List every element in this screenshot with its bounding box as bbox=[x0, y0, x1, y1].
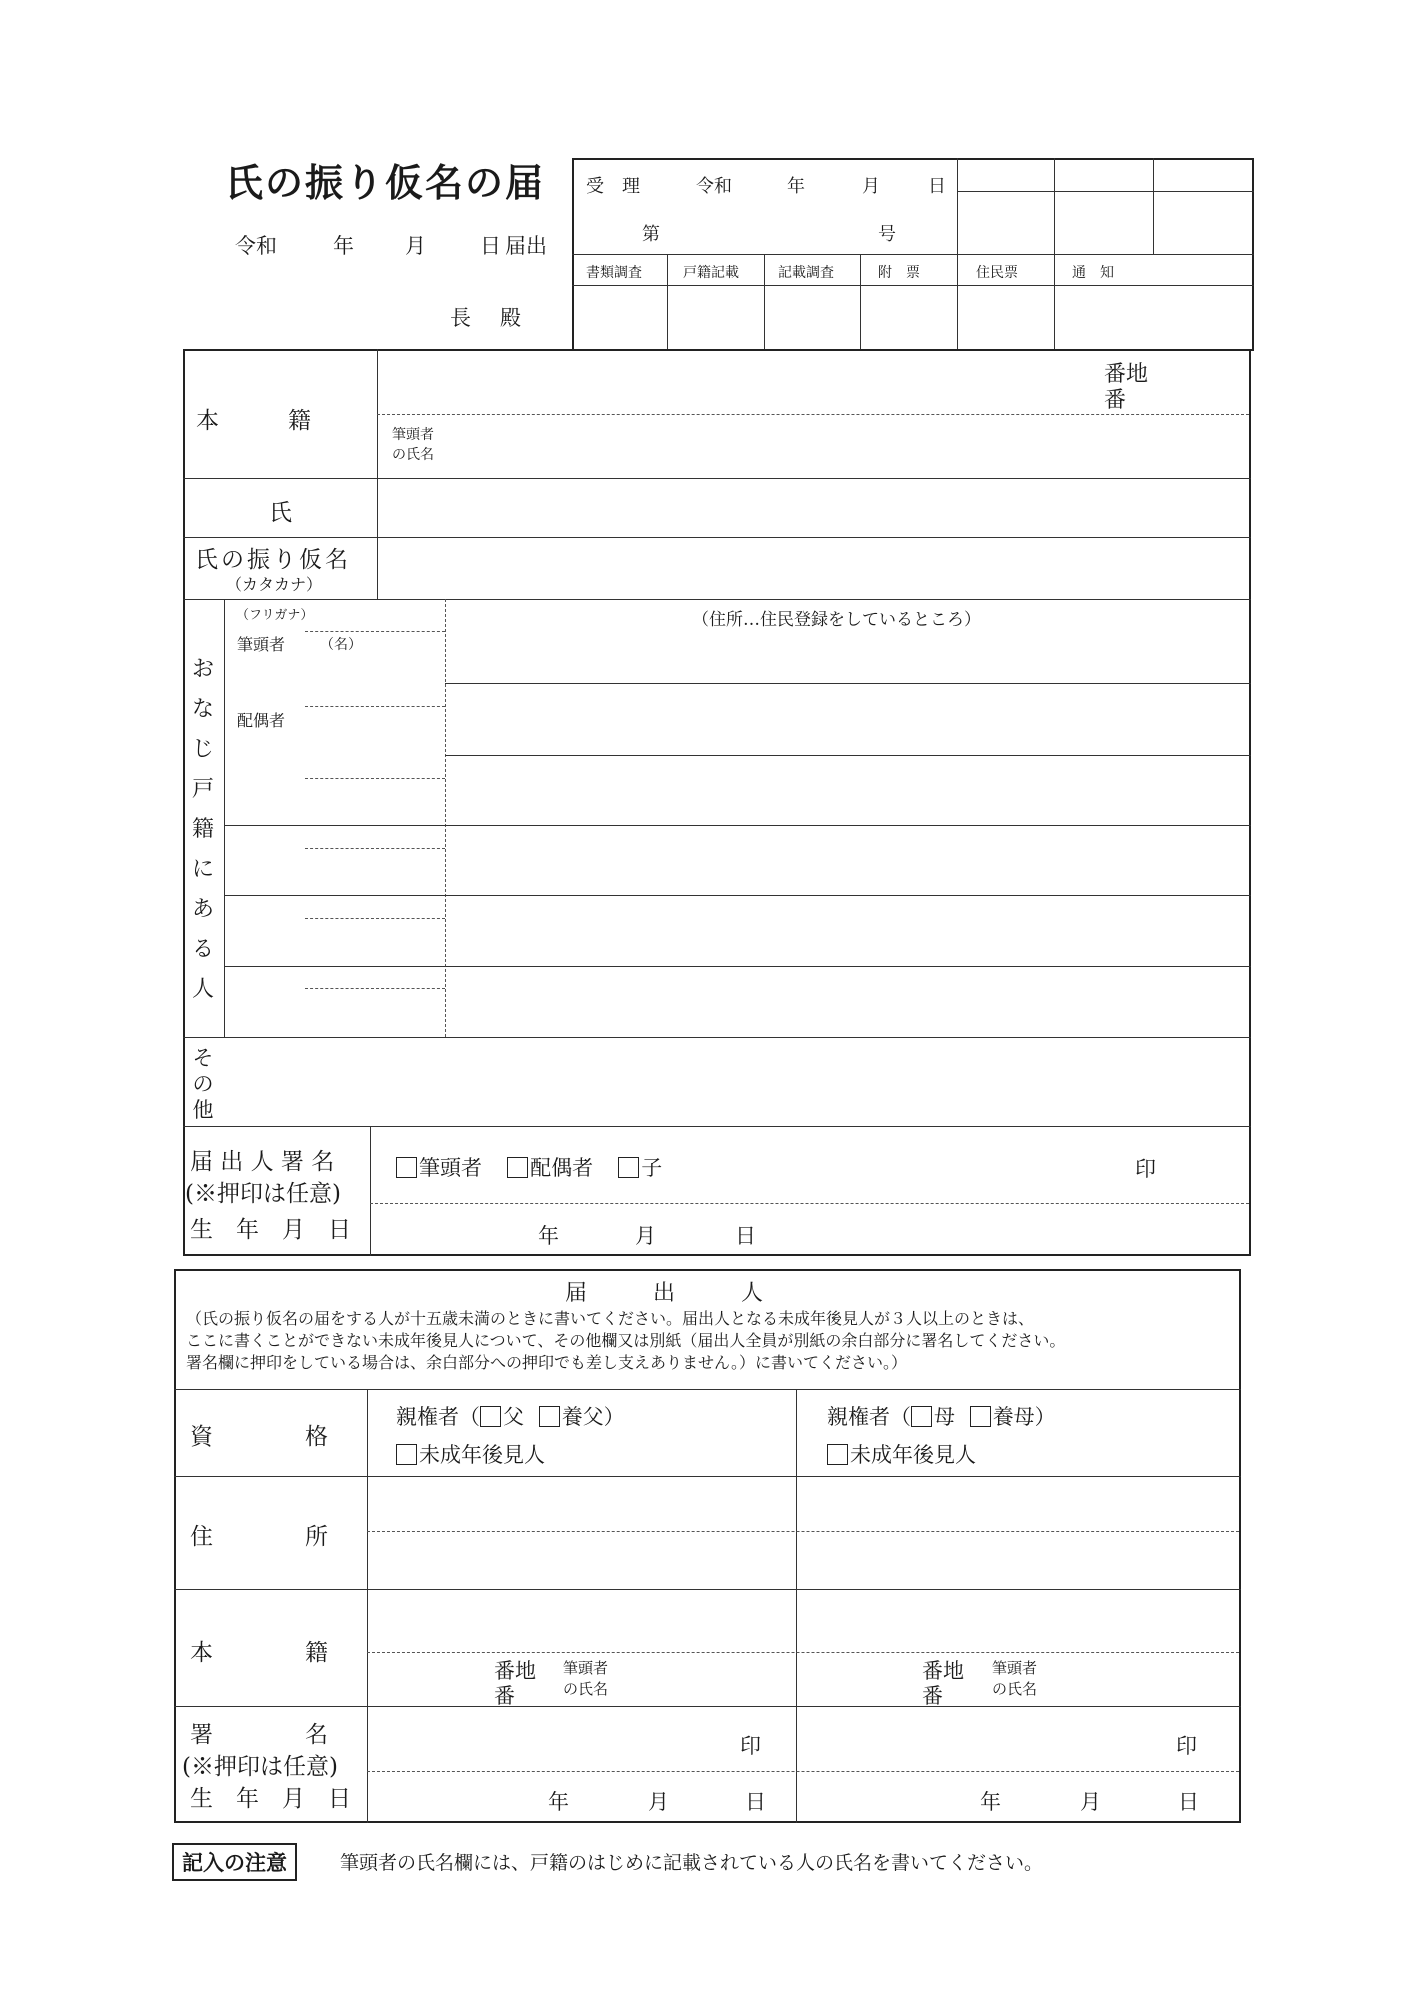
other-input[interactable] bbox=[226, 1040, 1248, 1124]
qual-guardian: 未成年後見人 bbox=[419, 1443, 545, 1467]
other-label bbox=[190, 1045, 216, 1123]
signer-label: 届 出 人 署 名 bbox=[190, 1149, 335, 1175]
note-line: （氏の振り仮名の届をする人が十五歳未満のときに書いてください。届出人となる未成年後見人が３人以上のときは、 bbox=[186, 1309, 1035, 1328]
note-line: 署名欄に押印をしている場合は、余白部分への押印でも差し支えありません。）に書いてください。） bbox=[186, 1353, 907, 1372]
left-address-input[interactable] bbox=[370, 1479, 794, 1587]
same-koseki-label bbox=[190, 650, 216, 1010]
checkbox-guardian-left[interactable] bbox=[396, 1444, 417, 1465]
right-qualification bbox=[827, 1398, 1056, 1474]
address-note: （住所…住民登録をしているところ） bbox=[692, 610, 981, 630]
vchar: あ bbox=[191, 897, 214, 922]
vchar: じ bbox=[191, 737, 214, 762]
right-month: 月 bbox=[1080, 1790, 1101, 1814]
notifier-note bbox=[186, 1308, 1236, 1374]
left-ban: 番 bbox=[494, 1684, 515, 1708]
right-signature-input[interactable] bbox=[799, 1709, 1169, 1769]
left-honseki-input[interactable] bbox=[370, 1592, 794, 1650]
right-honseki-input[interactable] bbox=[799, 1592, 1239, 1650]
notifier-birth-label: 生 年 月 日 bbox=[190, 1786, 351, 1812]
office-col-5: 住民票 bbox=[976, 265, 1018, 281]
month-label: 月 bbox=[405, 234, 426, 258]
hittousha-name-input[interactable] bbox=[460, 418, 1240, 474]
era-label: 令和 bbox=[235, 234, 277, 258]
notifier-title: 届 出 人 bbox=[565, 1281, 764, 1306]
vchar: 人 bbox=[191, 977, 214, 1002]
signer-birth-input[interactable] bbox=[373, 1206, 1243, 1254]
notifier-honseki-label: 本 籍 bbox=[190, 1640, 328, 1666]
qual-father: 父 bbox=[503, 1405, 524, 1429]
left-qualification bbox=[396, 1398, 625, 1474]
vchar: お bbox=[191, 657, 214, 682]
vchar: 他 bbox=[192, 1098, 214, 1122]
filed-label: 届出 bbox=[505, 234, 547, 258]
member-address-input[interactable] bbox=[448, 630, 1248, 680]
option-label: 配偶者 bbox=[530, 1156, 594, 1180]
honseki-label: 本 籍 bbox=[196, 408, 311, 434]
right-address-input[interactable] bbox=[799, 1479, 1239, 1587]
date-line bbox=[235, 230, 547, 260]
day-label: 日 bbox=[480, 234, 501, 258]
signer-signature-input[interactable] bbox=[373, 1130, 1113, 1200]
spouse-label: 配偶者 bbox=[237, 711, 286, 730]
qual-prefix: 親権者（ bbox=[396, 1405, 480, 1429]
right-year: 年 bbox=[980, 1790, 1001, 1814]
ban-label: 番 bbox=[1104, 388, 1127, 413]
option-label: 子 bbox=[641, 1156, 663, 1180]
vchar: の bbox=[192, 1072, 214, 1096]
office-col-4: 附 票 bbox=[878, 265, 920, 281]
qual-guardian: 未成年後見人 bbox=[850, 1443, 976, 1467]
birth-day: 日 bbox=[735, 1224, 756, 1248]
mei-small: （名） bbox=[320, 637, 362, 653]
birth-month: 月 bbox=[635, 1224, 656, 1248]
notifier-address-label: 住 所 bbox=[190, 1524, 328, 1550]
number-suffix: 号 bbox=[878, 224, 896, 245]
furigana-label: 氏の振り仮名 bbox=[195, 547, 351, 573]
qual-adoptive-mother: 養母） bbox=[992, 1405, 1056, 1429]
hittousha-name-label: 筆頭者 bbox=[237, 635, 286, 654]
receipt-day: 日 bbox=[928, 176, 946, 197]
right-day: 日 bbox=[1178, 1790, 1199, 1814]
vchar: 戸 bbox=[191, 777, 214, 802]
right-ban: 番 bbox=[922, 1684, 943, 1708]
notifier-signature-label: 署 名 bbox=[190, 1722, 328, 1748]
vchar: 籍 bbox=[191, 817, 214, 842]
qual-adoptive-father: 養父） bbox=[561, 1405, 625, 1429]
checkbox-guardian-right[interactable] bbox=[827, 1444, 848, 1465]
signer-seal-note: (※押印は任意) bbox=[185, 1181, 341, 1207]
office-col-3: 記載調査 bbox=[778, 265, 834, 281]
note-line: ここに書くことができない未成年後見人について、その他欄又は別紙（届出人全員が別紙の余白部分に署名してください。 bbox=[186, 1331, 1066, 1350]
receipt-era: 令和 bbox=[696, 176, 732, 197]
right-seal: 印 bbox=[1176, 1734, 1197, 1758]
checkbox-adoptive-father[interactable] bbox=[539, 1406, 560, 1427]
page-title: 氏の振り仮名の届 bbox=[225, 160, 546, 205]
notifier-seal-note: (※押印は任意) bbox=[182, 1754, 338, 1780]
checkbox-mother[interactable] bbox=[911, 1406, 932, 1427]
uji-input[interactable] bbox=[380, 481, 1248, 535]
hittousha-label: 筆頭者 の氏名 bbox=[392, 427, 434, 463]
left-day: 日 bbox=[745, 1790, 766, 1814]
right-banchi: 番地 bbox=[922, 1659, 964, 1683]
left-signature-input[interactable] bbox=[370, 1709, 730, 1769]
katakana-note: （カタカナ） bbox=[226, 575, 323, 594]
shikaku-label: 資 格 bbox=[190, 1424, 328, 1450]
receipt-year: 年 bbox=[787, 176, 805, 197]
addressee-label: 長 殿 bbox=[450, 306, 525, 330]
caution-text: 筆頭者の氏名欄には、戸籍のはじめに記載されている人の氏名を書いてください。 bbox=[340, 1852, 1044, 1874]
left-hittousha: 筆頭者 の氏名 bbox=[563, 1659, 609, 1698]
uji-label: 氏 bbox=[269, 500, 292, 526]
qual-prefix: 親権者（ bbox=[827, 1405, 911, 1429]
left-banchi: 番地 bbox=[494, 1659, 536, 1683]
checkbox-adoptive-mother[interactable] bbox=[970, 1406, 991, 1427]
qual-mother: 母 bbox=[934, 1405, 955, 1429]
honseki-input[interactable] bbox=[380, 352, 1080, 412]
office-col-6: 通 知 bbox=[1072, 265, 1114, 281]
caution-label: 記入の注意 bbox=[172, 1843, 297, 1881]
receipt-month: 月 bbox=[862, 176, 880, 197]
checkbox-father[interactable] bbox=[480, 1406, 501, 1427]
signer-birth-label: 生 年 月 日 bbox=[190, 1217, 351, 1243]
furigana-small: （フリガナ） bbox=[236, 608, 314, 623]
receipt-label: 受 理 bbox=[586, 176, 640, 197]
vchar: な bbox=[191, 697, 214, 722]
banchi-label: 番地 bbox=[1104, 362, 1149, 387]
seal-mark: 印 bbox=[1135, 1157, 1156, 1181]
left-seal: 印 bbox=[740, 1734, 761, 1758]
vchar: そ bbox=[192, 1046, 214, 1070]
number-prefix: 第 bbox=[642, 224, 660, 245]
vchar: に bbox=[191, 857, 214, 882]
furigana-input[interactable] bbox=[380, 540, 1248, 596]
office-col-1: 書類調査 bbox=[586, 265, 642, 281]
vchar: る bbox=[191, 937, 214, 962]
left-year: 年 bbox=[548, 1790, 569, 1814]
option-label: 筆頭者 bbox=[419, 1156, 482, 1180]
birth-year: 年 bbox=[538, 1224, 559, 1248]
left-month: 月 bbox=[648, 1790, 669, 1814]
right-hittousha: 筆頭者 の氏名 bbox=[992, 1659, 1038, 1698]
year-label: 年 bbox=[333, 234, 354, 258]
office-col-2: 戸籍記載 bbox=[683, 265, 739, 281]
